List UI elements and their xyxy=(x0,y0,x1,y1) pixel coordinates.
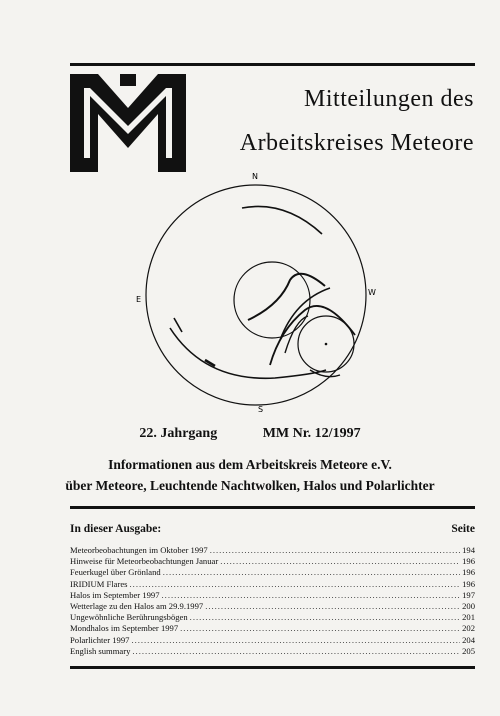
toc-item-page: 196 xyxy=(462,567,475,578)
title-line-1: Mitteilungen des xyxy=(304,86,474,112)
compass-east: E xyxy=(136,295,142,304)
toc-item-page: 197 xyxy=(462,589,475,600)
toc-item-page: 202 xyxy=(462,623,475,634)
toc-item[interactable] xyxy=(70,623,475,634)
toc-top-rule xyxy=(70,506,475,509)
toc-item-title: English summary xyxy=(70,645,131,656)
toc-heading: In dieser Ausgabe: xyxy=(70,523,162,535)
toc-item[interactable] xyxy=(70,590,475,601)
toc-item[interactable] xyxy=(70,646,475,657)
toc-leader xyxy=(205,601,460,612)
toc-item-page: 194 xyxy=(462,545,475,555)
toc-page-heading: Seite xyxy=(451,523,475,535)
toc-leader xyxy=(180,623,460,634)
toc-leader xyxy=(132,646,460,657)
toc-item[interactable] xyxy=(70,612,475,623)
toc-item[interactable] xyxy=(70,556,475,567)
halo-diagram xyxy=(130,170,380,415)
toc-leader xyxy=(162,590,461,601)
toc-item[interactable] xyxy=(70,567,475,578)
volume: 22. Jahrgang xyxy=(139,426,218,441)
toc-item-title: Feuerkugel über Grönland xyxy=(70,567,161,578)
upper-arc xyxy=(242,206,322,234)
title-line-2: Arbeitskreises Meteore xyxy=(239,130,474,156)
toc-item[interactable] xyxy=(70,579,475,590)
top-rule xyxy=(70,63,475,66)
toc-leader xyxy=(220,556,460,567)
east-arc-mark xyxy=(174,318,182,332)
toc-item-page: 201 xyxy=(462,612,475,623)
toc-leader xyxy=(210,545,460,556)
toc-item-title: Hinweise für Meteorbeobachtungen Januar xyxy=(70,556,219,567)
contact-arc xyxy=(280,288,330,340)
toc-bottom-rule xyxy=(70,666,475,669)
toc-item[interactable] xyxy=(70,545,475,556)
toc-leader xyxy=(190,612,460,623)
sun-dot xyxy=(325,343,328,346)
compass-west: W xyxy=(368,288,376,297)
toc-item-page: 196 xyxy=(462,578,475,589)
table-of-contents xyxy=(70,545,475,657)
horizon-circle xyxy=(146,185,366,405)
toc-item-title: Halos im September 1997 xyxy=(70,589,160,600)
toc-leader xyxy=(131,635,460,646)
toc-item[interactable] xyxy=(70,635,475,646)
mm-logo xyxy=(70,74,186,172)
compass-north: N xyxy=(252,172,258,181)
toc-item-title: IRIDIUM Flares xyxy=(70,578,128,589)
compass-south: S xyxy=(258,405,264,414)
toc-item-title: Meteorbeobachtungen im Oktober 1997 xyxy=(70,545,208,555)
toc-item-page: 205 xyxy=(462,645,475,656)
tangent-arc-2 xyxy=(270,306,355,365)
toc-leader xyxy=(130,579,461,590)
toc-item-page: 196 xyxy=(462,556,475,567)
horizontal-arc xyxy=(170,328,326,378)
toc-item-page: 204 xyxy=(462,634,475,645)
toc-item-title: Ungewöhnliche Berührungsbögen xyxy=(70,612,188,623)
toc-item-page: 200 xyxy=(462,600,475,611)
toc-item[interactable] xyxy=(70,601,475,612)
issue-line xyxy=(0,426,500,442)
toc-item-title: Mondhalos im September 1997 xyxy=(70,623,179,634)
subtitle-line-2: über Meteore, Leuchtende Nachtwolken, Halos und Polarlichter xyxy=(65,478,435,493)
subtitle-line-1: Informationen aus dem Arbeitskreis Meteore e.V. xyxy=(108,457,392,472)
toc-item-title: Wetterlage zu den Halos am 29.9.1997 xyxy=(70,600,204,611)
issue-number: MM Nr. 12/1997 xyxy=(262,426,361,441)
toc-item-title: Polarlichter 1997 xyxy=(70,634,130,645)
toc-leader xyxy=(163,567,460,578)
tangent-arc-1 xyxy=(248,274,325,320)
